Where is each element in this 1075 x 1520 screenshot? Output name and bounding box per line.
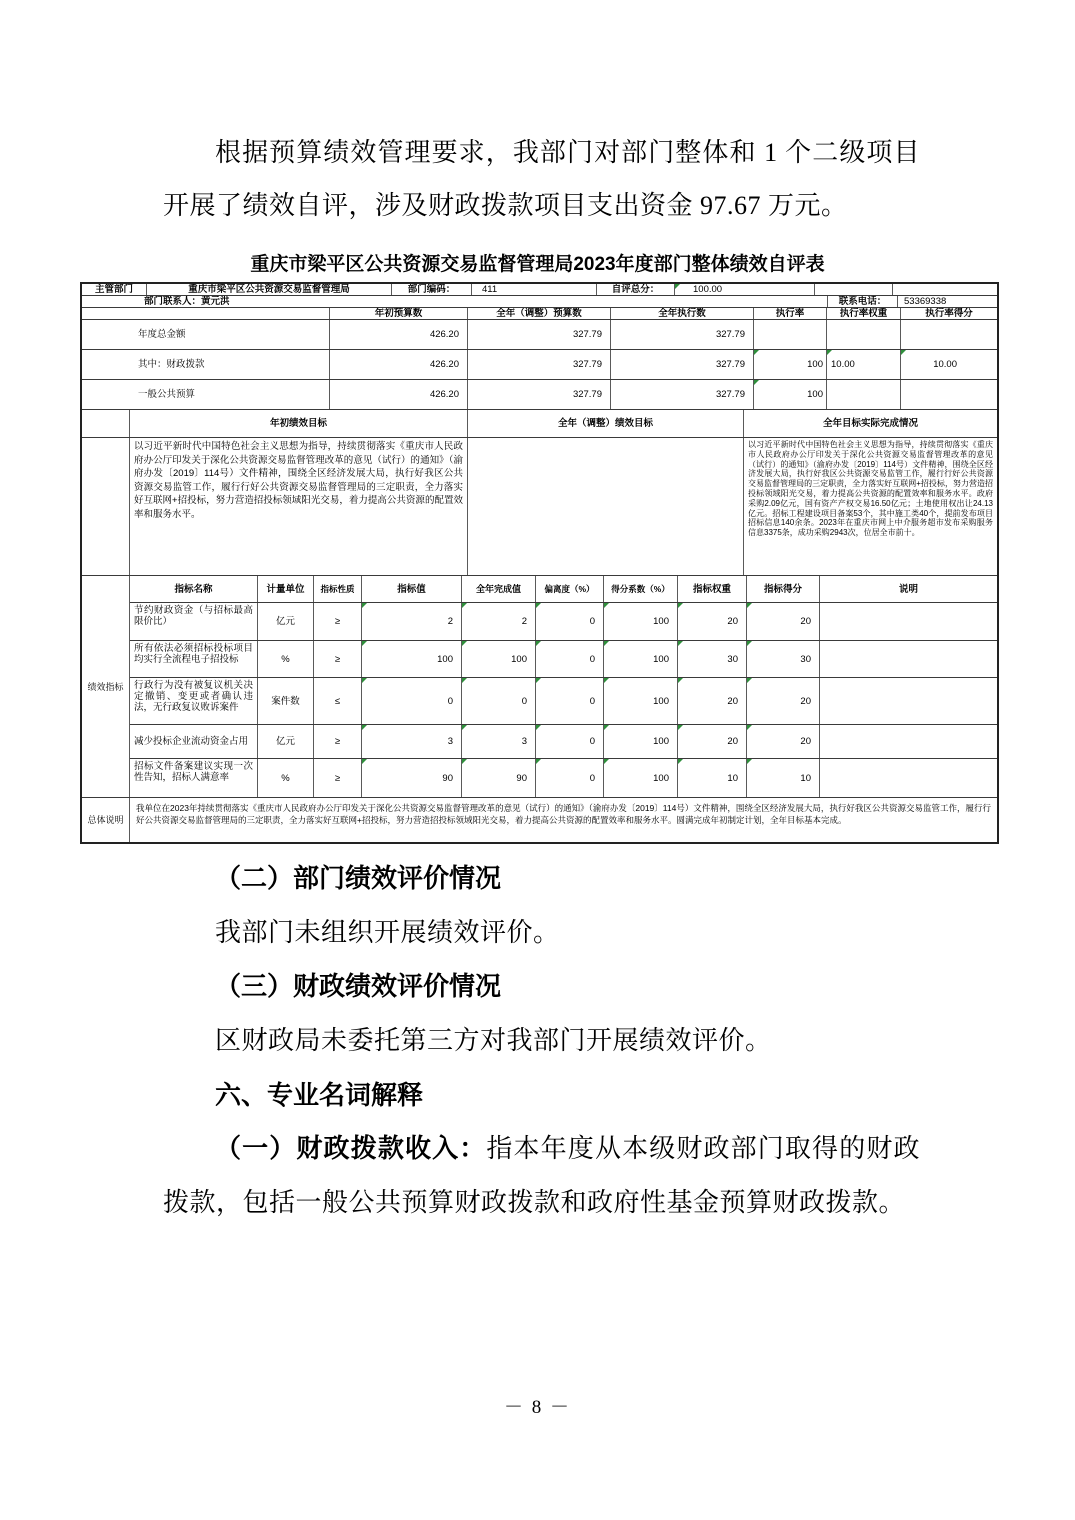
budget-header: 执行率: [754, 308, 827, 319]
indicator-deviation: 0: [536, 641, 604, 677]
indicator-deviation: 0: [536, 759, 604, 797]
indicator-header: 指标得分: [747, 576, 820, 602]
goals-header-empty: [82, 410, 130, 437]
phone-label: 联系电话：: [828, 296, 898, 307]
budget-executed: 327.79: [611, 350, 754, 379]
goals-content-empty: [82, 438, 130, 575]
indicator-score: 20: [747, 678, 820, 724]
indicator-score: 20: [747, 725, 820, 758]
budget-row-label: 年度总金额: [82, 320, 330, 349]
indicator-weight: 10: [678, 759, 747, 797]
budget-adjusted: 327.79: [468, 320, 611, 349]
indicator-name: 节约财政资金（与招标最高限价比）: [130, 603, 258, 640]
budget-header: 执行率权重: [827, 308, 901, 319]
indicator-target: 0: [362, 678, 462, 724]
goals-content-row: [82, 438, 997, 576]
indicator-name: 招标文件备案建议实现一次性告知，招标人满意率: [130, 759, 258, 797]
table-body: [80, 282, 999, 844]
glossary-paragraph: [163, 1122, 920, 1230]
indicator-completed: 3: [462, 725, 536, 758]
budget-adjusted: 327.79: [468, 380, 611, 409]
section-3-heading: （三）财政绩效评价情况: [215, 972, 502, 1001]
indicator-unit: %: [258, 759, 314, 797]
budget-row-label: 一般公共预算: [82, 380, 330, 409]
indicator-coefficient: 100: [604, 678, 678, 724]
budget-header: 执行率得分: [925, 308, 973, 319]
indicator-nature: ≤: [314, 678, 362, 724]
budget-initial: 426.20: [330, 350, 468, 379]
budget-rate-score: 10.00: [901, 350, 997, 379]
indicator-completed: 90: [462, 759, 536, 797]
indicator-target: 3: [362, 725, 462, 758]
indicator-header: 指标名称: [130, 576, 258, 602]
budget-header-row: [82, 308, 997, 320]
adjusted-goal-text: [468, 438, 744, 575]
indicator-name: 所有依法必须招标投标项目均实行全流程电子招投标: [130, 641, 258, 677]
budget-row: [82, 350, 997, 380]
table-title: 重庆市梁平区公共资源交易监督管理局2023年度部门整体绩效自评表: [250, 254, 825, 275]
indicator-header: 指标权重: [678, 576, 747, 602]
budget-header-empty: [82, 308, 330, 319]
indicator-completed: 2: [462, 603, 536, 640]
section-2-heading: （二）部门绩效评价情况: [215, 864, 502, 893]
indicator-score: 30: [747, 641, 820, 677]
self-evaluation-table: [80, 250, 995, 844]
summary-row: [82, 798, 997, 842]
page-content: [80, 126, 995, 1230]
indicator-coefficient: 100: [604, 641, 678, 677]
indicator-deviation: 0: [536, 725, 604, 758]
info-empty-1: [815, 284, 893, 295]
initial-goal-text: 以习近平新时代中国特色社会主义思想为指导，持续贯彻落实《重庆市人民政府办公厅印发关于深化公共资源交易监督管理改革的意见（试行）的通知》（渝府办发〔2019〕114号）文件精神，围绕全区经济发展大局，执行好我区公共资源交易监管工作，履行行好公共资源交易监督管理局的三定职责，全力落实好互联网+招投标，努力营造招投标领域阳光交易，着力提高公共资源的配置效率和服务水平。: [130, 438, 468, 575]
indicator-row: [130, 603, 997, 641]
indicator-note: [820, 641, 997, 677]
indicator-note: [820, 759, 997, 797]
indicator-deviation: 0: [536, 678, 604, 724]
budget-header: 年初预算数: [330, 308, 468, 319]
indicator-header: 得分系数（%）: [604, 576, 678, 602]
indicator-coefficient: 100: [604, 725, 678, 758]
section-3-body: 区财政局未委托第三方对我部门开展绩效评价。: [215, 1026, 772, 1055]
budget-row-label: 其中：财政拨款: [82, 350, 330, 379]
budget-initial: 426.20: [330, 320, 468, 349]
contact-label: 部门联系人：黄元洪: [82, 296, 828, 307]
indicator-name: 行政行为没有被复议机关决定撤销、变更或者确认违法，无行政复议败诉案件: [130, 678, 258, 724]
indicator-unit: 亿元: [258, 725, 314, 758]
goals-header: 全年目标实际完成情况: [822, 418, 918, 429]
score-value: 100.00: [675, 284, 815, 295]
indicator-score: 10: [747, 759, 820, 797]
indicators-section: [82, 576, 997, 798]
indicator-row: [130, 641, 997, 678]
indicator-weight: 20: [678, 678, 747, 724]
indicator-header: 指标值: [362, 576, 462, 602]
indicator-unit: %: [258, 641, 314, 677]
budget-rate-weight: [827, 320, 901, 349]
indicator-header: 全年完成值: [462, 576, 536, 602]
goals-header: 年初绩效目标: [130, 410, 468, 437]
info-row-2: [82, 296, 997, 308]
budget-executed: 327.79: [611, 320, 754, 349]
indicator-unit: 亿元: [258, 603, 314, 640]
indicator-coefficient: 100: [604, 759, 678, 797]
section-2-body: 我部门未组织开展绩效评价。: [215, 918, 560, 947]
indicator-coefficient: 100: [604, 603, 678, 640]
indicator-name: 减少投标企业流动资金占用: [130, 725, 258, 758]
indicator-target: 90: [362, 759, 462, 797]
lower-sections: [80, 852, 995, 1230]
summary-text: 我单位在2023年持续贯彻落实《重庆市人民政府办公厅印发关于深化公共资源交易监督管理改革的意见（试行）的通知》（渝府办发〔2019〕114号）文件精神，围绕全区经济发展大局，执行好我区公共资源交易监管工作，履行行好公共资源交易监督管理局的三定职责，全力落实好互联网+招投标，努力营造招投标领域阳光交易，着力提高公共资源的配置效率和服务水平。圆满完成年初制定计划，全年目标基本完成。: [136, 803, 991, 825]
indicator-header: 说明: [898, 583, 918, 595]
indicator-note: [820, 678, 997, 724]
indicator-row: [130, 725, 997, 759]
indicator-header: 计量单位: [258, 576, 314, 602]
actual-completion-text: 以习近平新时代中国特色社会主义思想为指导，持续贯彻落实《重庆市人民政府办公厅印发关于深化公共资源交易监督管理改革的意见（试行）的通知》（渝府办发〔2019〕114号）文件精神，围绕全区经济发展大局，执行好我区公共资源交易监管工作，履行行好公共资源交易监督管理局的三定职责，全力落实好互联网+招投标，努力营造招投标领域阳光交易，着力提高公共资源的配置效率和服务水平。政府采购2.09亿元，国有资产产权交易16.50亿元；土地使用权出让24.13亿元。招标工程建设项目备案53个，其中施工类40个，提前发布项目招标信息140余条。2023年在重庆市网上中介服务超市发布采购服务信息3375条，成功采购2943次，位居全市前十。: [748, 440, 993, 538]
indicator-completed: 100: [462, 641, 536, 677]
indicator-note: [820, 603, 997, 640]
dept-value: 重庆市梁平区公共资源交易监督管理局: [147, 284, 392, 295]
budget-header: 全年（调整）预算数: [468, 308, 611, 319]
indicator-nature: ≥: [314, 641, 362, 677]
info-row-1: [82, 284, 997, 296]
glossary-heading: 六、专业名词解释: [215, 1080, 424, 1110]
budget-executed: 327.79: [611, 380, 754, 409]
budget-rate-score: [901, 320, 997, 349]
indicator-target: 2: [362, 603, 462, 640]
budget-rate: 100: [754, 350, 827, 379]
code-value: 411: [472, 284, 597, 295]
budget-rate-weight: 10.00: [827, 350, 901, 379]
indicator-deviation: 0: [536, 603, 604, 640]
indicator-nature: ≥: [314, 759, 362, 797]
indicator-note: [820, 725, 997, 758]
code-label: 部门编码：: [392, 284, 472, 295]
indicators-section-label: 绩效指标: [82, 576, 130, 797]
budget-row: [82, 320, 997, 350]
indicator-completed: 0: [462, 678, 536, 724]
indicator-unit: 案件数: [258, 678, 314, 724]
budget-header: 全年执行数: [611, 308, 754, 319]
score-label: 自评总分：: [597, 284, 675, 295]
goals-header-row: [82, 410, 997, 438]
goals-header: 全年（调整）绩效目标: [468, 410, 744, 437]
budget-adjusted: 327.79: [468, 350, 611, 379]
indicator-target: 100: [362, 641, 462, 677]
dept-label: 主管部门: [82, 284, 147, 295]
budget-rate-score: [901, 380, 997, 409]
intro-paragraph: 根据预算绩效管理要求，我部门对部门整体和 1 个二级项目开展了绩效自评，涉及财政拨款项目支出资金 97.67 万元。: [163, 138, 920, 220]
info-empty-2: [893, 284, 997, 295]
indicator-weight: 20: [678, 725, 747, 758]
budget-rate: 100: [754, 380, 827, 409]
budget-rate: [754, 320, 827, 349]
indicator-weight: 20: [678, 603, 747, 640]
indicator-nature: ≥: [314, 725, 362, 758]
budget-rate-weight: [827, 380, 901, 409]
indicator-nature: ≥: [314, 603, 362, 640]
budget-row: [82, 380, 997, 410]
indicator-weight: 30: [678, 641, 747, 677]
summary-label: 总体说明: [82, 798, 130, 842]
indicator-header: 偏离度（%）: [536, 576, 604, 602]
glossary-term: （一）财政拨款收入：: [215, 1134, 487, 1163]
budget-initial: 426.20: [330, 380, 468, 409]
phone-value: 53369338: [904, 296, 947, 307]
page-number: － 8 －: [503, 1397, 571, 1418]
indicators-grid: [130, 576, 997, 797]
indicator-score: 20: [747, 603, 820, 640]
indicator-header: 指标性质: [314, 576, 362, 602]
glossary-definition: 指本年度从本级财政部门取得的财政拨款，包括一般公共预算财政拨款和政府性基金预算财政拨款。: [163, 1134, 920, 1217]
indicator-row: [130, 759, 997, 797]
indicator-header-row: [130, 576, 997, 603]
indicator-row: [130, 678, 997, 725]
